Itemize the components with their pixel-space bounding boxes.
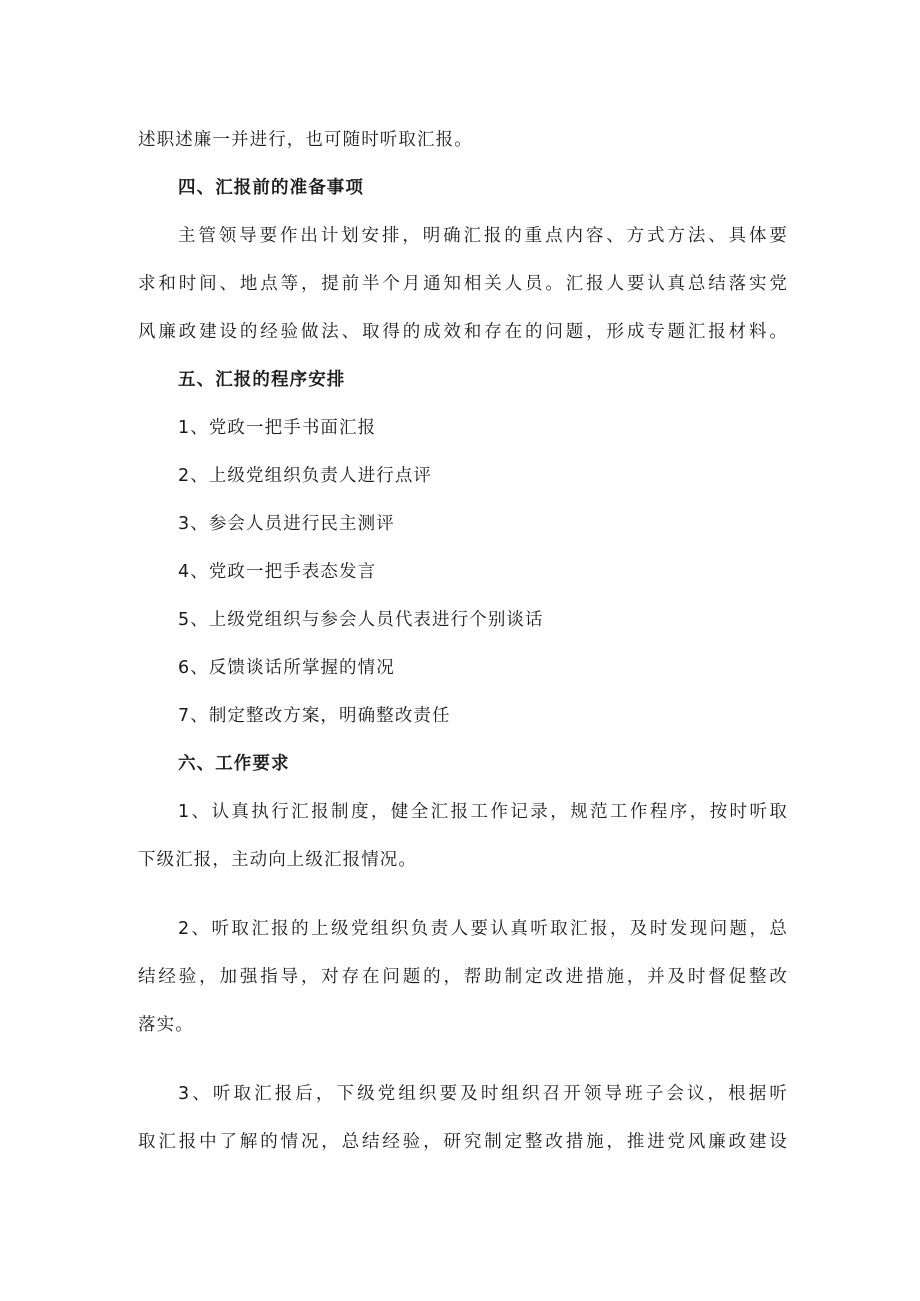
body-text-line: 1、认真执行汇报制度，健全汇报工作记录，规范工作程序，按时听取: [178, 802, 788, 822]
body-text-line: 风廉政建设的经验做法、取得的成效和存在的问题，形成专题汇报材料。: [138, 322, 788, 342]
body-text-line: 下级汇报，主动向上级汇报情况。: [138, 850, 417, 870]
body-text-line: 述职述廉一并进行，也可随时听取汇报。: [138, 130, 473, 150]
section-heading: 四、汇报前的准备事项: [178, 178, 364, 198]
body-text-line: 3、听取汇报后，下级党组织要及时组织召开领导班子会议，根据听: [178, 1084, 788, 1104]
body-text-line: 取汇报中了解的情况，总结经验，研究制定整改措施，推进党风廉政建设: [138, 1132, 788, 1152]
body-text-line: 结经验，加强指导，对存在问题的，帮助制定改进措施，并及时督促整改: [138, 967, 788, 987]
body-text-line: 求和时间、地点等，提前半个月通知相关人员。汇报人要认真总结落实党: [138, 274, 788, 294]
section-heading: 六、工作要求: [178, 754, 290, 774]
body-text-line: 主管领导要作出计划安排，明确汇报的重点内容、方式方法、具体要: [178, 226, 788, 246]
list-item: 3、参会人员进行民主测评: [178, 514, 395, 534]
list-item: 4、党政一把手表态发言: [178, 562, 377, 582]
list-item: 7、制定整改方案，明确整改责任: [178, 706, 451, 726]
body-text-line: 落实。: [138, 1015, 194, 1035]
section-heading: 五、汇报的程序安排: [178, 370, 346, 390]
list-item: 2、上级党组织负责人进行点评: [178, 466, 433, 486]
list-item: 5、上级党组织与参会人员代表进行个别谈话: [178, 610, 544, 630]
list-item: 6、反馈谈话所掌握的情况: [178, 658, 395, 678]
body-text-line: 2、听取汇报的上级党组织负责人要认真听取汇报，及时发现问题，总: [178, 919, 788, 939]
list-item: 1、党政一把手书面汇报: [178, 418, 377, 438]
